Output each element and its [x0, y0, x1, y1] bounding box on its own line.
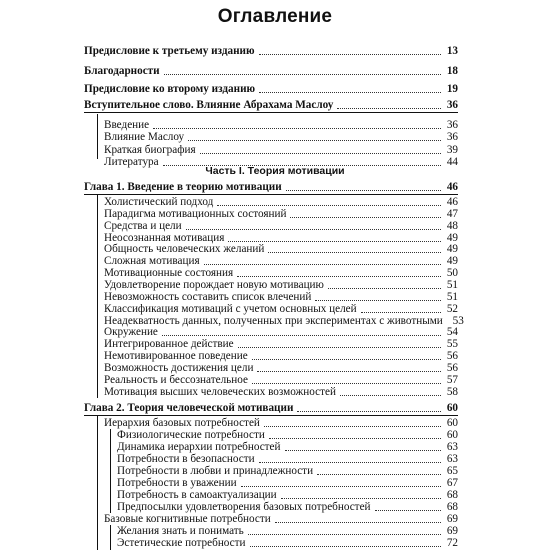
toc-entry-section — [104, 255, 458, 267]
page-number: 18 — [446, 65, 458, 77]
dot-leader — [188, 138, 441, 141]
entry-title: Невозможность составить список влечений — [104, 290, 312, 303]
toc-entry-chapter — [84, 402, 458, 414]
toc-entry-front — [84, 83, 458, 95]
dot-leader — [275, 520, 441, 523]
page-number: 56 — [446, 362, 458, 375]
entry-title: Мотивационные состояния — [104, 267, 234, 280]
dot-leader — [153, 126, 441, 129]
toc-entry-section — [104, 350, 458, 362]
page-number: 60 — [446, 428, 458, 441]
toc-entry-sub — [104, 119, 458, 131]
entry-title: Предпосылки удовлетворения базовых потребностей — [117, 500, 371, 513]
toc-entry-front — [84, 99, 458, 111]
entry-title: Потребности в любви и принадлежности — [117, 464, 314, 477]
entry-title: Интегрированное действие — [104, 338, 234, 351]
page-number: 69 — [446, 512, 458, 525]
toc-entry-section — [104, 417, 458, 429]
page-number: 36 — [446, 99, 458, 111]
page-number: 63 — [446, 452, 458, 465]
dot-leader — [162, 333, 441, 336]
page-number: 55 — [446, 338, 458, 351]
page-number: 46 — [446, 196, 458, 208]
entry-title: Динамика иерархии потребностей — [117, 440, 281, 453]
dot-leader — [286, 188, 441, 191]
page-number: 36 — [446, 119, 458, 131]
page-number: 68 — [446, 500, 458, 513]
entry-title: Возможность достижения цели — [104, 362, 254, 375]
page-number: 39 — [446, 143, 458, 156]
toc-entry-subsection — [117, 441, 458, 453]
entry-title: Холистический подход — [104, 196, 214, 208]
toc-entry-section — [104, 338, 458, 350]
page-number: 65 — [446, 464, 458, 477]
page-number: 51 — [446, 279, 458, 292]
toc-entry-subsection — [117, 525, 458, 537]
entry-title: Предисловие ко второму изданию — [84, 83, 256, 95]
page-number: 68 — [446, 488, 458, 501]
toc-entry-subsection — [117, 453, 458, 465]
dot-leader — [328, 286, 441, 289]
page-number: 44 — [446, 155, 458, 168]
toc-entry-subsection — [117, 537, 458, 549]
page-number: 69 — [446, 524, 458, 537]
entry-title: Базовые когнитивные потребности — [104, 512, 271, 525]
toc-entry-subsection — [117, 465, 458, 477]
bracket-rule — [110, 429, 111, 513]
entry-title: Общность человеческих желаний — [104, 243, 265, 256]
bracket-rule — [97, 415, 98, 550]
page-number: 46 — [446, 181, 458, 193]
dot-leader — [200, 151, 441, 154]
entry-title: Неосознанная мотивация — [104, 231, 225, 244]
toc-entry-subsection — [117, 477, 458, 489]
toc-entry-section — [104, 326, 458, 338]
entry-title: Литература — [104, 155, 159, 168]
page-number: 60 — [446, 417, 458, 429]
entry-title: Эстетические потребности — [117, 536, 246, 549]
dot-leader — [241, 484, 441, 487]
toc-entry-section — [104, 303, 458, 315]
toc-entry-chapter — [84, 181, 458, 193]
dot-leader — [217, 203, 441, 206]
entry-title: Потребности в безопасности — [117, 452, 255, 465]
dot-leader — [248, 532, 441, 535]
entry-title: Сложная мотивация — [104, 255, 200, 268]
toc-entry-subsection — [117, 489, 458, 501]
toc-entry-section — [104, 267, 458, 279]
entry-title: Глава 2. Теория человеческой мотивации — [84, 402, 294, 414]
dot-leader — [252, 381, 441, 384]
toc-entry-section — [104, 314, 464, 327]
toc-entry-section — [104, 291, 458, 303]
entry-title: Средства и цели — [104, 219, 182, 232]
toc-entry-front — [84, 45, 458, 57]
toc-entry-section — [104, 232, 458, 244]
dot-leader — [238, 345, 441, 348]
entry-title: Физиологические потребности — [117, 428, 265, 441]
dot-leader — [315, 298, 441, 301]
entry-title: Вступительное слово. Влияние Абрахама Маслоу — [84, 99, 334, 111]
entry-title: Окружение — [104, 326, 158, 339]
page-number: 72 — [446, 536, 458, 549]
part-heading: Часть I. Теория мотивации — [205, 165, 345, 177]
entry-title: Глава 1. Введение в теорию мотивации — [84, 181, 282, 193]
dot-leader — [186, 227, 441, 230]
dot-leader — [252, 357, 441, 360]
separator-rule — [84, 415, 458, 416]
toc-entry-section — [104, 208, 458, 220]
toc-entry-section — [104, 220, 458, 232]
page-number: 53 — [452, 314, 464, 327]
page-number: 50 — [446, 267, 458, 280]
entry-title: Потребности в уважении — [117, 476, 237, 489]
page-number: 56 — [446, 350, 458, 363]
dot-leader — [268, 250, 441, 253]
dot-leader — [237, 274, 441, 277]
toc-entry-sub — [104, 131, 458, 143]
page-number: 57 — [446, 373, 458, 386]
dot-leader — [340, 393, 441, 396]
dot-leader — [259, 90, 441, 93]
separator-rule — [84, 194, 458, 195]
page-number: 49 — [446, 231, 458, 244]
page-number: 49 — [446, 255, 458, 268]
page-number: 60 — [446, 402, 458, 414]
dot-leader — [337, 106, 441, 109]
page-number: 36 — [446, 131, 458, 144]
toc-entry-subsection — [117, 501, 458, 513]
page-title: Оглавление — [217, 6, 333, 27]
entry-title: Немотивированное поведение — [104, 350, 248, 363]
dot-leader — [228, 239, 441, 242]
entry-title: Желания знать и понимать — [117, 524, 244, 537]
dot-leader — [375, 508, 441, 511]
separator-rule — [84, 112, 458, 113]
toc-entry-section — [104, 386, 458, 398]
toc-entry-front — [84, 65, 458, 77]
entry-title: Реальность и бессознательное — [104, 373, 248, 386]
page-number: 48 — [446, 219, 458, 232]
page-number: 63 — [446, 440, 458, 453]
bracket-rule — [110, 525, 111, 550]
dot-leader — [297, 409, 441, 412]
entry-title: Введение — [104, 119, 150, 131]
toc-entry-section — [104, 374, 458, 386]
page-number: 52 — [446, 302, 458, 315]
page-number: 67 — [446, 476, 458, 489]
entry-title: Удовлетворение порождает новую мотивацию — [104, 279, 324, 292]
entry-title: Потребность в самоактуализации — [117, 488, 277, 501]
entry-title: Неадекватность данных, полученных при экспериментах с животными — [104, 314, 443, 327]
toc-entry-section — [104, 513, 458, 525]
dot-leader — [285, 448, 441, 451]
dot-leader — [259, 52, 441, 55]
entry-title: Предисловие к третьему изданию — [84, 45, 255, 57]
dot-leader — [204, 262, 441, 265]
dot-leader — [281, 496, 441, 499]
toc-entry-sub — [104, 144, 458, 156]
page-number: 19 — [446, 83, 458, 95]
entry-title: Мотивация высших человеческих возможностей — [104, 385, 336, 398]
dot-leader — [164, 72, 441, 75]
page-number: 51 — [446, 290, 458, 303]
toc-entry-subsection — [117, 429, 458, 441]
page-number: 54 — [446, 326, 458, 339]
dot-leader — [361, 310, 441, 313]
dot-leader — [290, 215, 441, 218]
dot-leader — [250, 544, 441, 547]
page-number: 49 — [446, 243, 458, 256]
dot-leader — [259, 460, 441, 463]
dot-leader — [317, 472, 441, 475]
toc-entry-section — [104, 196, 458, 208]
entry-title: Краткая биография — [104, 143, 196, 156]
page-number: 58 — [446, 385, 458, 398]
toc-entry-section — [104, 243, 458, 255]
page-number: 13 — [446, 45, 458, 57]
dot-leader — [257, 369, 441, 372]
dot-leader — [269, 436, 441, 439]
entry-title: Парадигма мотивационных состояний — [104, 207, 287, 220]
toc-entry-section — [104, 362, 458, 374]
bracket-rule — [97, 114, 98, 159]
entry-title: Классификация мотиваций с учетом основных целей — [104, 302, 357, 315]
toc-entry-section — [104, 279, 458, 291]
entry-title: Благодарности — [84, 65, 160, 77]
entry-title: Влияние Маслоу — [104, 131, 185, 144]
dot-leader — [264, 424, 441, 427]
page-number: 47 — [446, 207, 458, 220]
entry-title: Иерархия базовых потребностей — [104, 417, 260, 429]
bracket-rule — [97, 194, 98, 398]
